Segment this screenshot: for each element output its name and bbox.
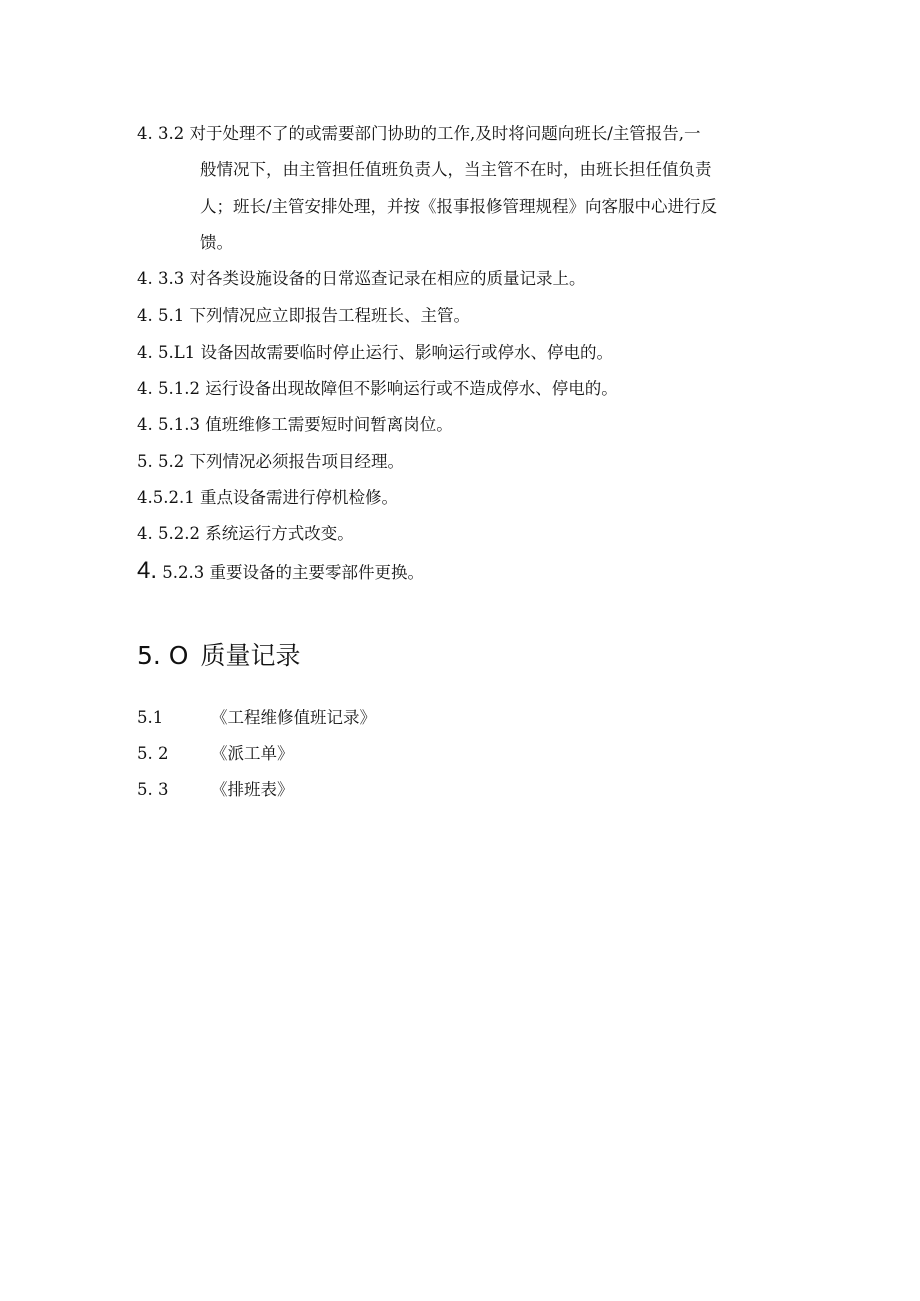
section-heading xyxy=(137,638,301,674)
clause-4-5-2-3 xyxy=(137,553,424,591)
clause-number-large: 4. xyxy=(137,557,158,584)
clause-text: 对各类设施设备的日常巡查记录在相应的质量记录上。 xyxy=(189,269,586,288)
clause-4-5-1 xyxy=(137,298,470,334)
section-heading-number: 5. O xyxy=(137,641,189,670)
clause-number: 4. 3.2 xyxy=(137,124,185,143)
clause-number: 4. 5.1 xyxy=(137,306,185,325)
clause-number: 4. 5.1.2 xyxy=(137,379,200,398)
clause-4-3-2-line-3: 人；班长/主管安排处理，并按《报事报修管理规程》向客服中心进行反 xyxy=(200,197,718,216)
record-title: 《排班表》 xyxy=(211,780,294,799)
clause-text: 系统运行方式改变。 xyxy=(205,524,354,543)
clause-text: 设备因故需要临时停止运行、影响运行或停水、停电的。 xyxy=(200,343,613,362)
record-item xyxy=(137,736,294,772)
clause-4-5-1-1 xyxy=(137,335,613,371)
clause-text: 下列情况必须报告项目经理。 xyxy=(189,452,404,471)
clause-text: 下列情况应立即报告工程班长、主管。 xyxy=(189,306,470,325)
record-title: 《工程维修值班记录》 xyxy=(211,708,376,727)
clause-4-5-2-2 xyxy=(137,516,354,552)
clause-number: 4. 5.2.2 xyxy=(137,524,200,543)
record-item xyxy=(137,772,294,808)
clause-4-3-2-line-4: 馈。 xyxy=(200,233,233,252)
clause-text-line-1: 对于处理不了的或需要部门协助的工作,及时将问题向班长/主管报告,一 xyxy=(189,124,701,143)
clause-5-5-2 xyxy=(137,444,404,480)
clause-4-3-2 xyxy=(137,116,701,152)
record-number: 5. 2 xyxy=(137,744,169,763)
record-title: 《派工单》 xyxy=(211,744,294,763)
clause-text: 值班维修工需要短时间暂离岗位。 xyxy=(205,415,453,434)
clause-number: 4. 5.L1 xyxy=(137,343,196,362)
section-heading-title: 质量记录 xyxy=(200,641,301,670)
clause-number: 4. 5.1.3 xyxy=(137,415,200,434)
record-item xyxy=(137,700,376,736)
clause-number: 5. 5.2 xyxy=(137,452,185,471)
clause-text: 重点设备需进行停机检修。 xyxy=(199,488,398,507)
clause-number: 5.2.3 xyxy=(162,563,205,582)
clause-4-5-2-1 xyxy=(137,480,398,516)
clause-number: 4.5.2.1 xyxy=(137,488,195,507)
clause-4-3-2-line-2: 般情况下，由主管担任值班负责人，当主管不在时，由班长担任值负责 xyxy=(200,160,712,179)
clause-4-5-1-2 xyxy=(137,371,618,407)
clause-number: 4. 3.3 xyxy=(137,269,185,288)
record-number: 5. 3 xyxy=(137,780,169,799)
record-number: 5.1 xyxy=(137,708,164,727)
clause-4-3-3 xyxy=(137,261,585,297)
clause-text: 重要设备的主要零部件更换。 xyxy=(209,563,424,582)
clause-4-5-1-3 xyxy=(137,407,453,443)
clause-text: 运行设备出现故障但不影响运行或不造成停水、停电的。 xyxy=(205,379,618,398)
